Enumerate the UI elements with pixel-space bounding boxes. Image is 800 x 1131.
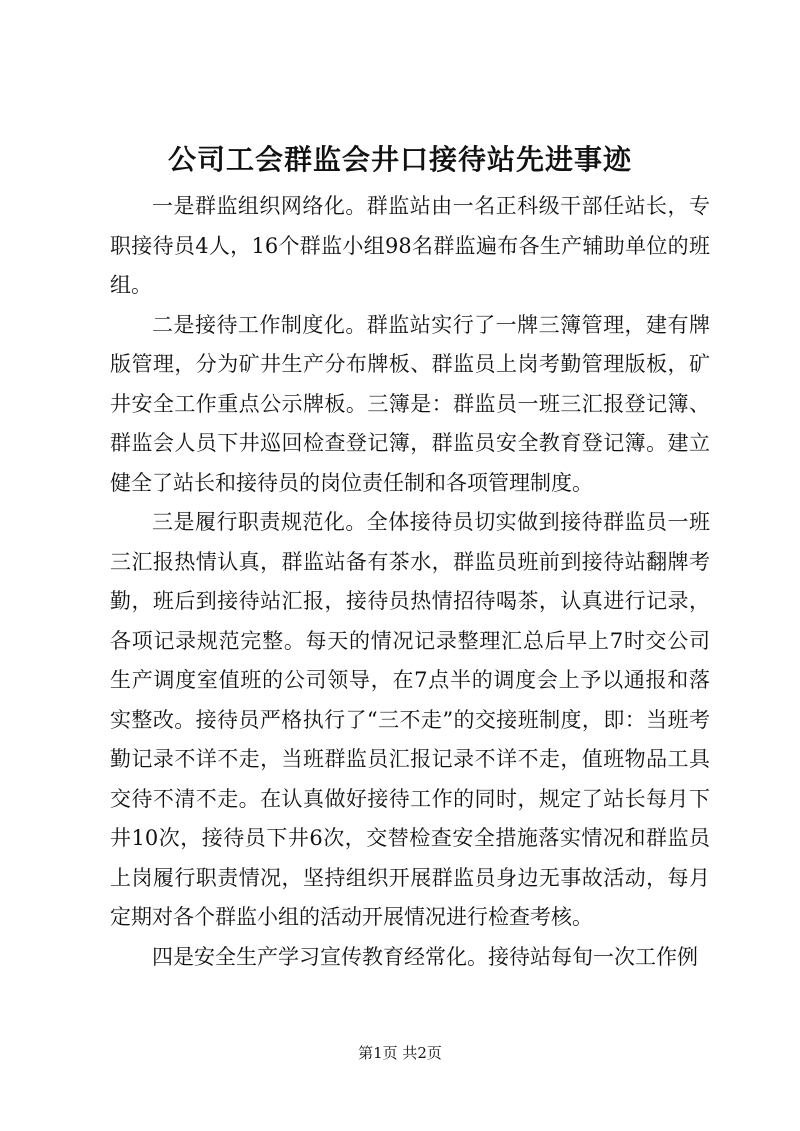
page-title: 公司工会群监会井口接待站先进事迹 (167, 143, 632, 176)
paragraph-1: 一是群监组织网络化。群监站由一名正科级干部任站长，专职接待员4人，16个群监小组98名群监遍布各生产辅助单位的班组。 (110, 194, 710, 297)
paragraph-3: 三是履行职责规范化。全体接待员切实做到接待群监员一班三汇报热情认真，群监站备有茶水，群监员班前到接待站翻牌考勤，班后到接待站汇报，接待员热情招待喝茶，认真进行记录，各项记录规范完整。每天的情况记录整理汇总后早上7时交公司生产调度室值班的公司领导，在7点半的调度会上予以通报和落实整改。接待员严格执行了“三不走”的交接班制度，即：当班考勤记录不详不走，当班群监员汇报记录不详不走，值班物品工具交待不清不走。在认真做好接待工作的同时，规定了站长每月下井10次，接待员下井6次，交替检查安全措施落实情况和群监员上岗履行职责情况，坚持组织开展群监员身边无事故活动，每月定期对各个群监小组的活动开展情况进行检查考核。 (110, 510, 710, 929)
paragraph-2: 二是接待工作制度化。群监站实行了一牌三簿管理，建有牌版管理，分为矿井生产分布牌板、群监员上岗考勤管理版板，矿井安全工作重点公示牌板。三簿是：群监员一班三汇报登记簿、群监会人员下井巡回检查登记簿，群监员安全教育登记簿。建立健全了站长和接待员的岗位责任制和各项管理制度。 (110, 312, 710, 495)
document-body (110, 187, 710, 977)
page-footer: 第1页 共2页 (358, 1044, 442, 1062)
paragraph-4: 四是安全生产学习宣传教育经常化。接待站每旬一次工作例 (152, 944, 698, 969)
